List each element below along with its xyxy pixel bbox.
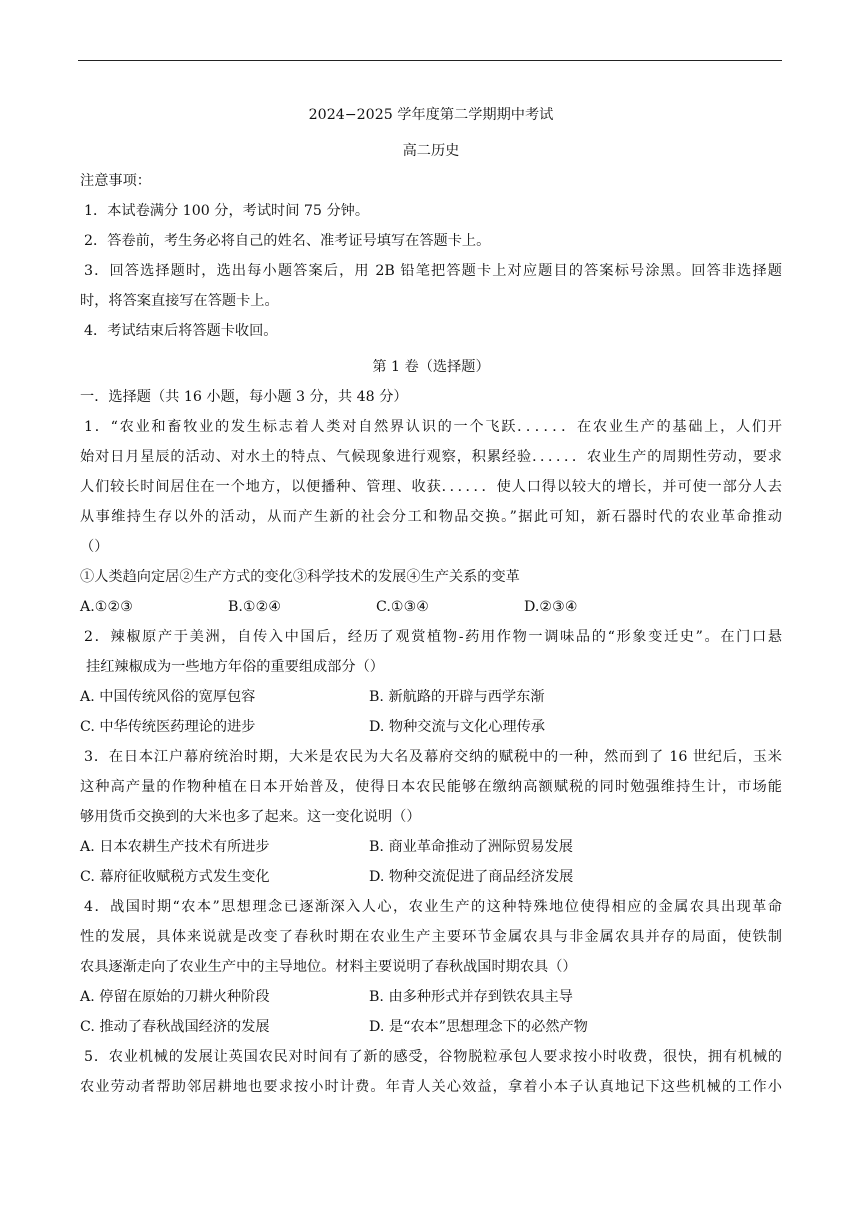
notice-heading: 注意事项： [80,173,151,189]
question-text-line: 农具逐渐走向了农业生产中的主导地位。材料主要说明了春秋战国时期农具（） [80,959,577,975]
option-c[interactable]: C.①③④ [376,599,430,615]
question-text-line: 够用货币交换到的大米也多了起来。这一变化说明（） [80,809,421,825]
option-c[interactable]: C. 幕府征收赋税方式发生变化 [80,869,270,885]
notice-item: 2．答卷前，考生务必将自己的姓名、准考证号填写在答题卡上。 [84,233,491,249]
question-statement: ①人类趋向定居②生产方式的变化③科学技术的发展④生产关系的变革 [80,569,520,585]
option-b[interactable]: B. 新航路的开辟与西学东渐 [369,689,545,705]
option-b[interactable]: B. 由多种形式并存到铁农具主导 [369,989,573,1005]
question-5 [80,1042,782,1102]
option-a[interactable]: A. 停留在原始的刀耕火种阶段 [80,989,270,1005]
option-c[interactable]: C. 中华传统医药理论的进步 [80,719,256,735]
option-b[interactable]: B.①②④ [228,599,282,615]
option-a[interactable]: A. 中国传统风俗的宽厚包容 [80,689,256,705]
option-d[interactable]: D. 物种交流促进了商品经济发展 [369,869,574,885]
exam-subject: 高二历史 [402,143,460,159]
question-text-line: 性的发展，具体来说就是改变了春秋时期在农业生产主要环节金属农具与非金属农具并存的局面，使铁制 [80,929,782,945]
notice-item: 4．考试结束后将答题卡收回。 [84,323,278,339]
section-title: 第 1 卷（选择题） [372,359,490,375]
question-3 [80,742,782,892]
option-a[interactable]: A.①②③ [80,599,133,615]
option-b[interactable]: B. 商业革命推动了洲际贸易发展 [369,839,573,855]
options-row [80,1012,782,1042]
option-d[interactable]: D.②③④ [524,599,578,615]
options-row [80,682,782,712]
question-text-line: 2．辣椒原产于美洲，自传入中国后，经历了观赏植物-药用作物一调味品的“形象变迁史”。在门口悬 [84,629,782,645]
option-c[interactable]: C. 推动了春秋战国经济的发展 [80,1019,270,1035]
options-row [80,832,782,862]
options-row [80,592,782,622]
question-text-line: 这种高产量的作物种植在日本开始普及，使得日本农民能够在缴纳高额赋税的同时勉强维持生计，市场能 [80,779,782,795]
answer-blank: （） [80,539,109,555]
section-intro: 一．选择题（共 16 小题，每小题 3 分，共 48 分） [80,389,408,405]
option-a[interactable]: A. 日本农耕生产技术有所进步 [80,839,270,855]
option-d[interactable]: D. 是“农本”思想理念下的必然产物 [369,1019,588,1035]
notice-item: 3．回答选择题时，选出每小题答案后，用 2B 铅笔把答题卡上对应题目的答案标号涂黑。回答非选择题 [84,263,782,279]
notice-item: 1．本试卷满分 100 分，考试时间 75 分钟。 [84,203,370,219]
question-text-line: 农业劳动者帮助邻居耕地也要求按小时计费。年青人关心效益，拿着小本子认真地记下这些机械的工作小 [80,1079,782,1095]
question-text-line: 从事维持生存以外的活动，从而产生新的社会分工和物品交换。”据此可知，新石器时代的农业革命推动 [80,509,782,525]
options-row [80,862,782,892]
question-2 [80,622,782,742]
question-text-line: 始对日月星辰的活动、对水土的特点、气候现象进行观察，积累经验．．．．．．农业生产的周期性劳动，要求 [80,449,782,465]
notice-item-continued: 时，将答案直接写在答题卡上。 [80,293,279,309]
question-1 [80,412,782,622]
question-text-line: 人们较长时间居住在一个地方，以便播种、管理、收获．．．．．．使人口得以较大的增长，并可使一部分人去 [80,479,782,495]
exam-content [80,100,782,1102]
question-text-line: 4．战国时期“农本”思想理念已逐渐深入人心，农业生产的这种特殊地位使得相应的金属农具出现革命 [84,899,782,915]
header-rule [78,60,782,61]
options-row [80,712,782,742]
exam-title: 2024−2025 学年度第二学期期中考试 [308,107,554,123]
option-d[interactable]: D. 物种交流与文化心理传承 [369,719,545,735]
question-text-line: 挂红辣椒成为一些地方年俗的重要组成部分（） [86,659,384,675]
question-4 [80,892,782,1042]
question-text-line: 5．农业机械的发展让英国农民对时间有了新的感受，谷物脱粒承包人要求按小时收费，很快，拥有机械的 [84,1049,782,1065]
question-text-line: 3．在日本江户幕府统治时期，大米是农民为大名及幕府交纳的赋税中的一种，然而到了 16 世纪后，玉米 [84,749,782,765]
question-text-line: 1．“农业和畜牧业的发生标志着人类对自然界认识的一个飞跃．．．．．．在农业生产的基础上，人们开 [84,419,782,435]
options-row [80,982,782,1012]
